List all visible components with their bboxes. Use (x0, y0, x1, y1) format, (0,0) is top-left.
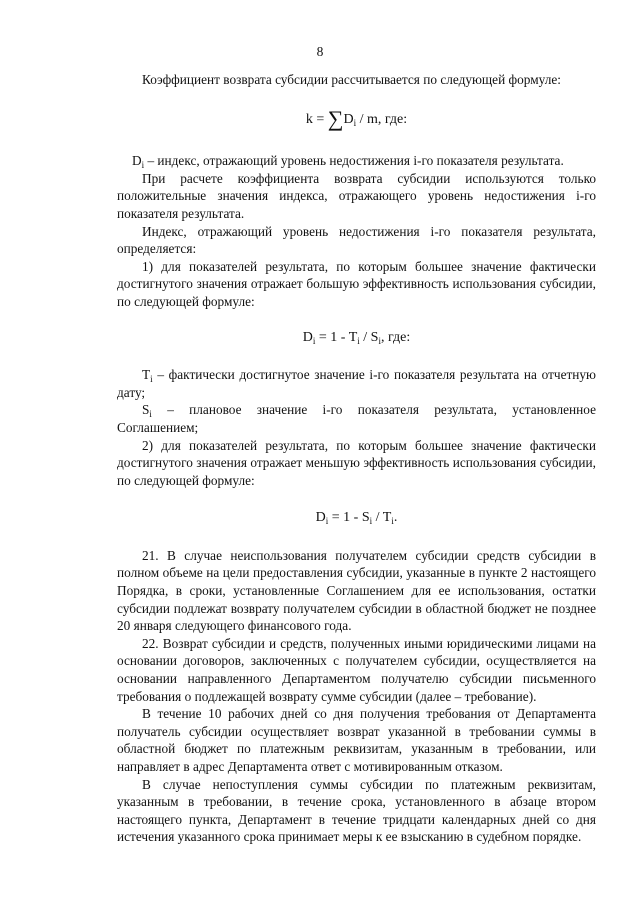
paragraph-failure: В случае непоступления суммы субсидии по платежным реквизитам, указанным в требовании, в течение срока, установленного в абзаце втором настоящего пункта, Департамент в течение тридцати календарных дней со дня истечения указанного срока принимает меры к ее взысканию в судебном порядке. (117, 776, 596, 845)
item-2: 2) для показателей результата, по которым большее значение фактически достигнутого значения отражает меньшую эффективность использования субсидии, по следующей формуле: (117, 437, 596, 488)
paragraph-22: 22. Возврат субсидии и средств, полученных иными юридическими лицами на основании договоров, заключенных с получателем субсидии, осуществляется на основании направленного Департаментом получателю субсидии письменного требования о подлежащей возврату сумме субсидии (далее – требование). (117, 635, 596, 704)
sum-symbol: ∑ (327, 105, 344, 131)
paragraph-21: 21. В случае неиспользования получателем субсидии средств субсидии в полном объеме на цели предоставления субсидии, указанные в пункте 2 настоящего Порядка, в сроки, установленные Соглашением для ее использования, остатки субсидии подлежат возврату получателем субсидии в областной бюджет не позднее 20 января следующего финансового года. (117, 547, 596, 634)
t-definition: $T_i$ – фактически достигнутое значение i-го показателя результата на отчетную дату; (117, 367, 596, 400)
index-paragraph: Индекс, отражающий уровень недостижения i-го показателя результата, определяется: (117, 223, 596, 257)
formula-d-1: $D_i = 1 - T_i / S_i$, где: (302, 329, 411, 346)
page-number: 8 (316, 44, 324, 59)
d-definition: $D_i$ – индекс, отражающий уровень недостижения i-го показателя результата. (132, 153, 564, 171)
document-body (117, 71, 596, 846)
s-definition: $S_i$ – плановое значение i-го показателя результата, установленное Соглашением; (117, 402, 596, 435)
positive-values-paragraph: При расчете коэффициента возврата субсидии используются только положительные значения индекса, отражающего уровень недостижения i-го показателя результата. (117, 170, 596, 221)
formula-k: $k = \sum D_i / m$, где: (305, 105, 408, 131)
formula-d-2: $D_i = 1 - S_i / T_i$. (315, 510, 398, 527)
item-1: 1) для показателей результата, по которым большее значение фактически достигнутого значения отражает большую эффективность использования субсидии, по следующей формуле: (117, 258, 596, 309)
formula-intro: Коэффициент возврата субсидии рассчитывается по следующей формуле: (142, 72, 561, 87)
paragraph-10-days: В течение 10 рабочих дней со дня получения требования от Департамента получатель субсидии осуществляет возврат указанной в требовании суммы в областной бюджет по платежным реквизитам, указанным в требовании, или направляет в адрес Департамента ответ с мотивированным отказом. (117, 706, 596, 774)
